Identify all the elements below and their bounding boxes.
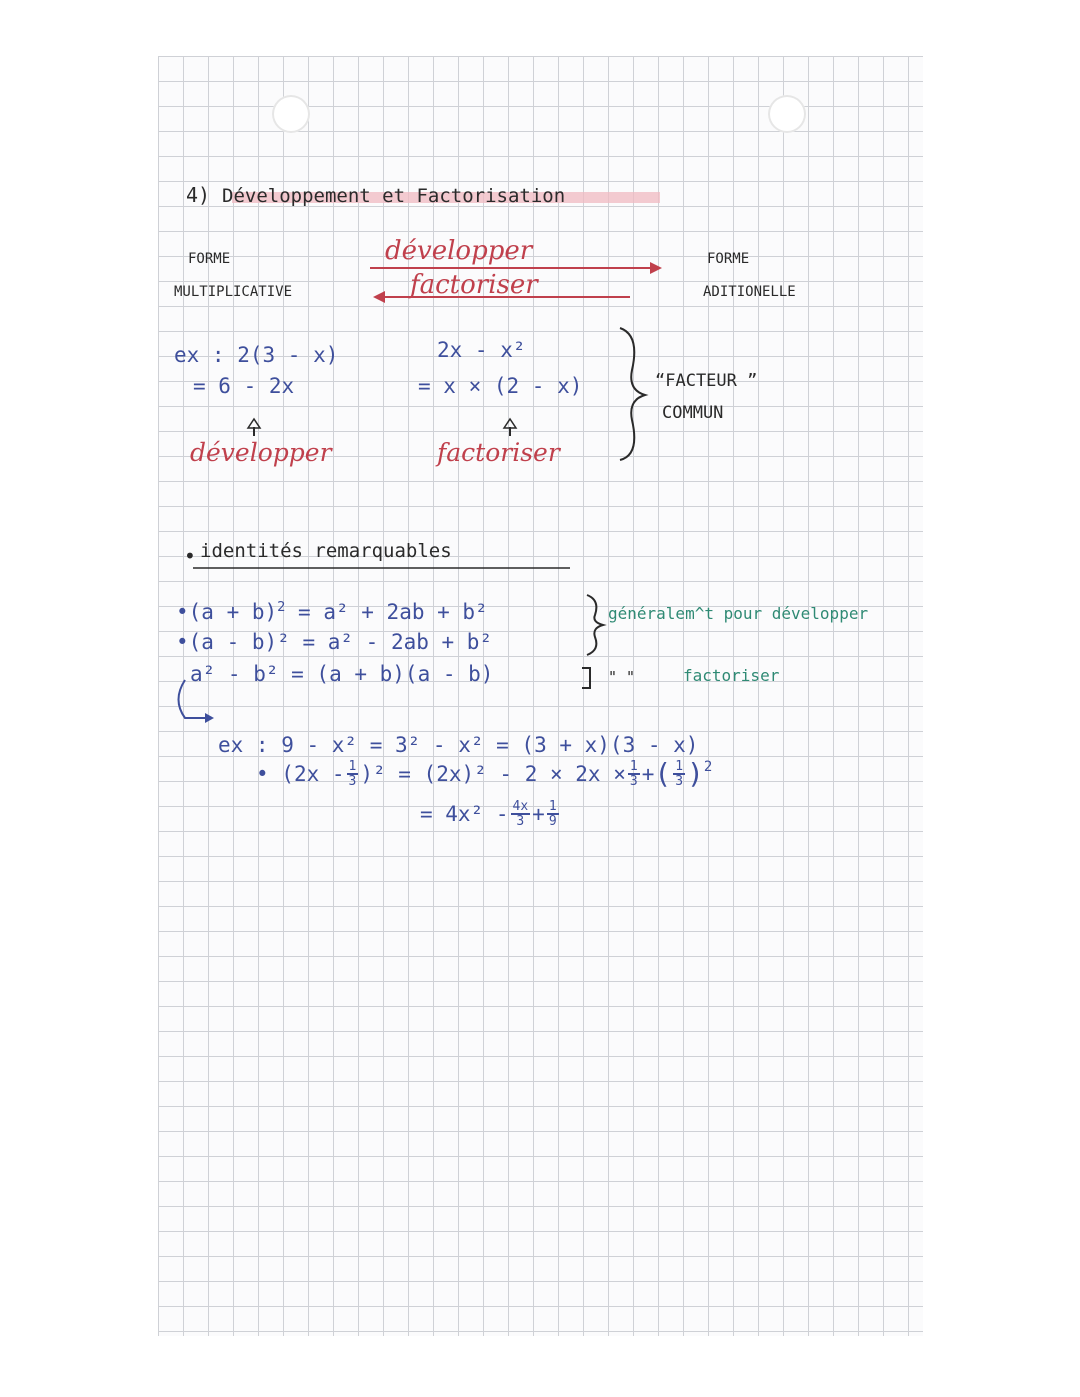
identity-diff-squares: a² - b² = (a + b)(a - b) — [190, 662, 494, 686]
identity-square-sum: •(a + b)$^2$ = a² + 2ab + b² — [176, 599, 488, 624]
up-arrow-develop — [248, 419, 260, 428]
caption-develop: développer — [190, 438, 332, 467]
bracket-identity-3 — [582, 668, 590, 688]
example-square-expansion-middle: )² = (2x)² - 2 × 2x × — [360, 761, 626, 786]
example-square-expansion: • (2x - $\frac{1}{3}$ )² = (2x)² - 2 × 2x × $\frac{1}{3}$ + ( $\frac{1}{3}$ ) $^2$ — [256, 757, 713, 790]
example-difference-of-squares: ex : 9 - x² = 3² - x² = (3 + x)(3 - x) — [218, 733, 699, 757]
exponent-two: 2 — [703, 759, 713, 775]
note-factor: factoriser — [683, 666, 780, 685]
form-additive-line1: FORME — [707, 251, 750, 267]
example-factor-line1: 2x - x² — [437, 338, 526, 362]
brace-identities — [587, 595, 603, 655]
brace-common-factor — [620, 328, 645, 460]
fraction-one-ninth: $\frac{1}{9}$ — [548, 799, 557, 829]
section-title: Développement et Factorisation — [222, 185, 566, 207]
identity-square-sum-right: = a² + 2ab + b² — [298, 600, 488, 624]
example-square-expansion-left: (2x - — [281, 761, 345, 786]
arrow-develop-label: développer — [385, 236, 533, 266]
fraction-one-third: $\frac{1}{3}$ — [675, 759, 684, 789]
identities-heading: identités remarquables — [200, 540, 452, 562]
example-develop-line2: = 6 - 2x — [193, 374, 295, 398]
plus-sign: + — [532, 801, 545, 826]
example-square-result-left: = 4x² - — [420, 801, 509, 826]
identity-square-sum-left: (a + b) — [188, 600, 278, 624]
identity-square-sum-exponent: 2 — [277, 599, 286, 615]
form-additive-line2: ADITIONELLE — [703, 284, 796, 300]
caption-factor: factoriser — [437, 438, 560, 467]
identity-square-diff: •(a - b)² = a² - 2ab + b² — [176, 630, 493, 654]
common-factor-line1: “FACTEUR ” — [655, 371, 758, 391]
note-ditto-marks: " " — [608, 668, 636, 686]
form-multiplicative-line2: MULTIPLICATIVE — [174, 284, 293, 300]
example-develop-line1: ex : 2(3 - x) — [174, 343, 339, 367]
fraction-one-third: $\frac{1}{3}$ — [348, 759, 357, 789]
fraction-4x-over-3: $\frac{4x}{3}$ — [512, 799, 529, 829]
fraction-one-third: $\frac{1}{3}$ — [629, 759, 638, 789]
common-factor-line2: COMMUN — [662, 403, 724, 423]
up-arrow-factor — [504, 419, 516, 428]
example-factor-line2: = x × (2 - x) — [418, 374, 583, 398]
plus-sign: + — [641, 761, 655, 786]
form-multiplicative-line1: FORME — [188, 251, 231, 267]
section-number: 4) — [186, 183, 211, 207]
bullet: • — [184, 544, 196, 568]
note-develop: généralem^t pour développer — [608, 604, 869, 623]
arrow-factor-label: factoriser — [410, 270, 538, 300]
identity-square-diff-text: (a - b)² = a² - 2ab + b² — [188, 630, 493, 654]
example-square-result — [420, 800, 561, 828]
